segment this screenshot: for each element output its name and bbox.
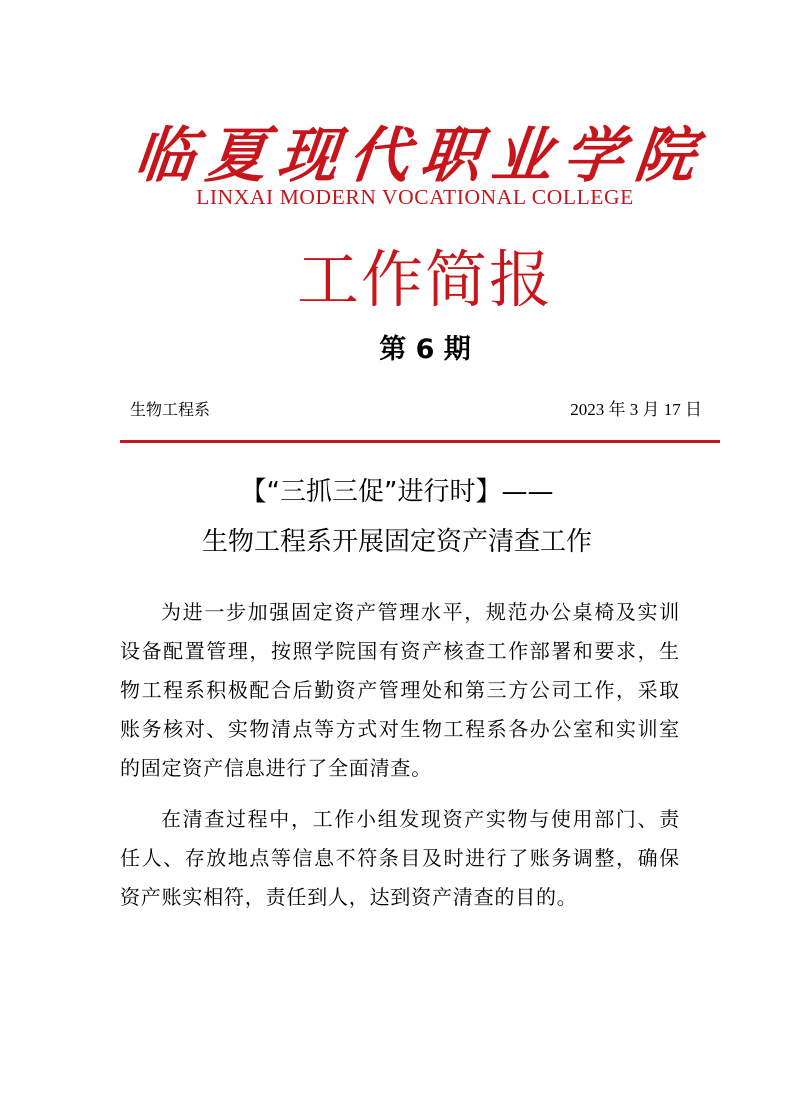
publish-date: 2023 年 3 月 17 日 [570,400,702,419]
department-name: 生物工程系 [130,400,211,419]
bulletin-title: 工作简报 [296,243,553,316]
logo-char-1: 临 [131,121,199,191]
logo-char-6: 业 [488,121,556,191]
article-paragraph-1: 为进一步加强固定资产管理水平，规范办公桌椅及实训设备配置管理，按照学院国有资产核查工作部署和要求，生物工程系积极配合后勤资产管理处和第三方公司工作，采取账务核对、实物清点等方式对生物工程系各办公室和实训室的固定资产信息进行了全面清查。 [120,600,680,780]
header-divider [120,440,720,443]
logo-char-3: 现 [274,121,342,191]
college-logo-chinese [131,122,698,190]
logo-char-5: 职 [417,121,485,191]
logo-char-2: 夏 [202,121,271,191]
article-paragraph-2: 在清查过程中，工作小组发现资产实物与使用部门、责任人、存放地点等信息不符条目及时进行了账务调整，确保资产账实相符，责任到人，达到资产清查的目的。 [120,807,680,909]
issue-number: 第 6 期 [379,334,471,365]
college-logo-english: LINXAI MODERN VOCATIONAL COLLEGE [196,185,634,209]
logo-char-8: 院 [631,121,699,191]
article-headline-line1: 【“三抓三促”进行时】—— [240,477,554,507]
logo-char-7: 学 [559,121,628,191]
logo-char-4: 代 [345,121,413,191]
article-headline-line2: 生物工程系开展固定资产清查工作 [201,527,592,557]
